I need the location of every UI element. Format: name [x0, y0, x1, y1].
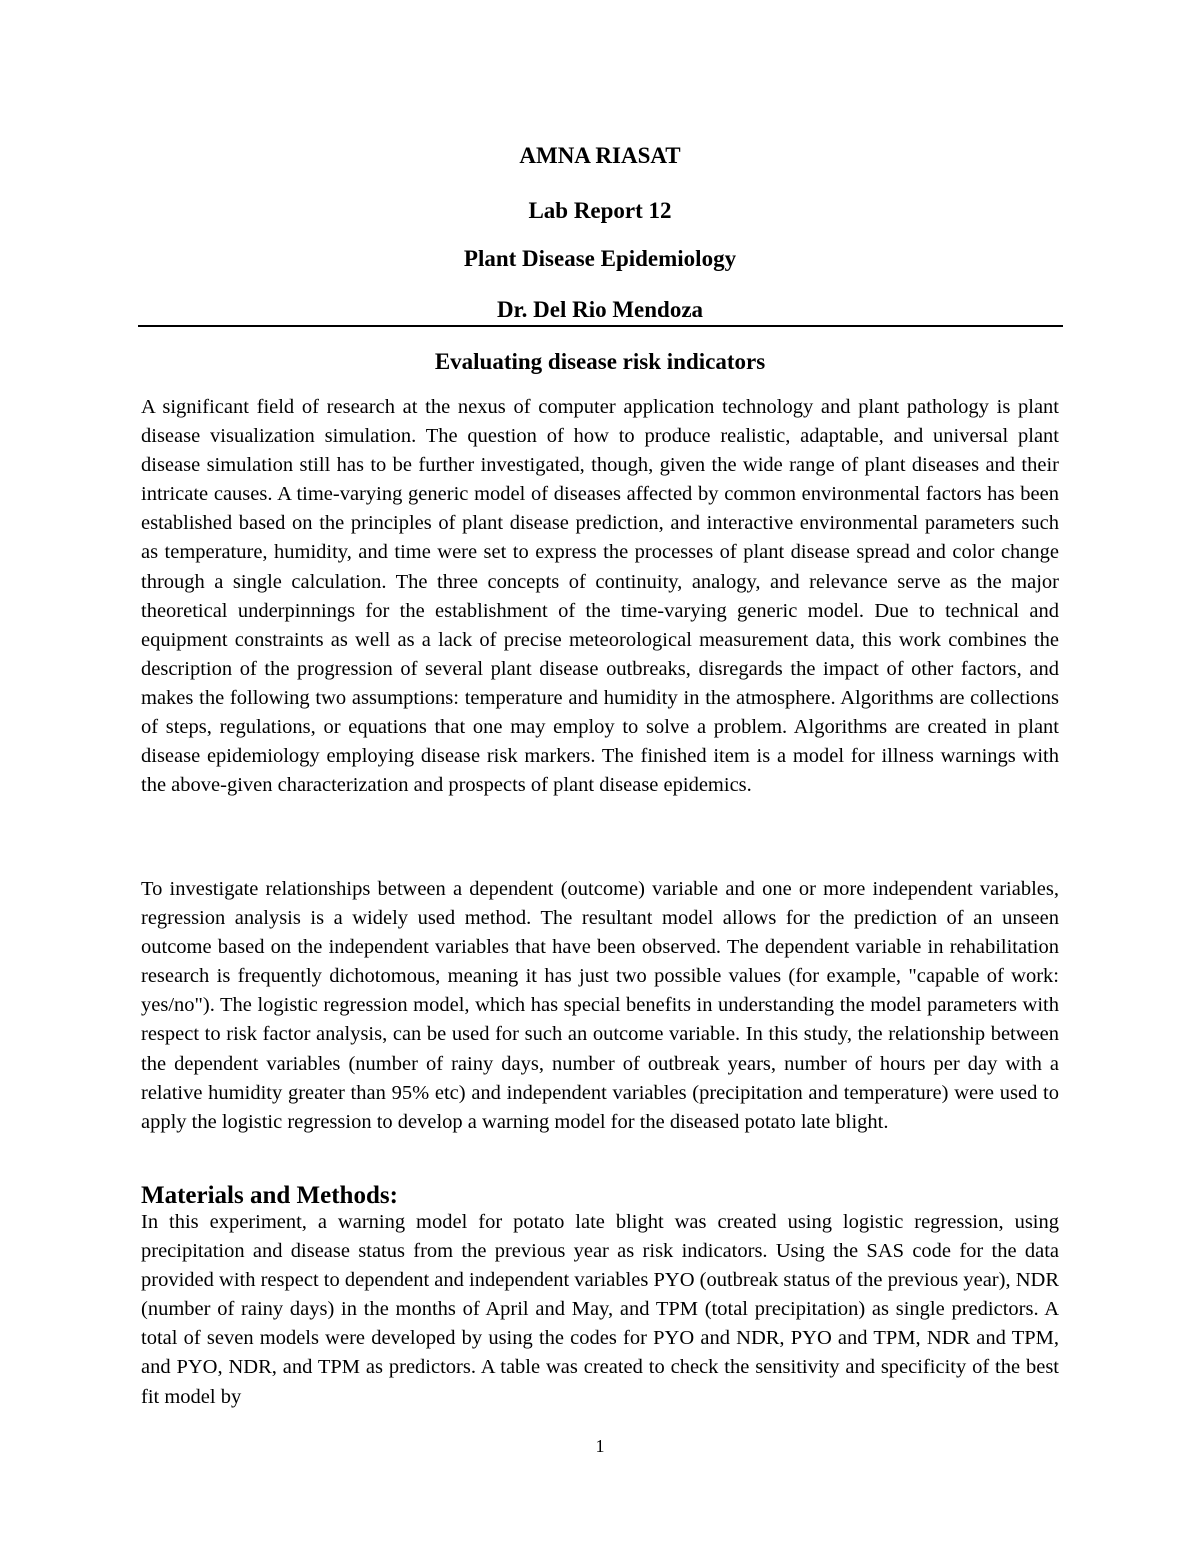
- author-name: AMNA RIASAT: [519, 143, 681, 168]
- intro-paragraph-2: To investigate relationships between a dependent (outcome) variable and one or more independent variables, regression analysis is a widely used method. The resultant model allows for the prediction of an unseen outcome based on the independent variables that have been observed. The dependent variable in rehabilitation research is frequently dichotomous, meaning it has just two possible values (for example, "capable of work: yes/no"). The logistic regression model, which has special benefits in understanding the model parameters with respect to risk factor analysis, can be used for such an outcome variable. In this study, the relationship between the dependent variables (number of rainy days, number of outbreak years, number of hours per day with a relative humidity greater than 95% etc) and independent variables (precipitation and temperature) were used to apply the logistic regression to develop a warning model for the diseased potato late blight.: [141, 878, 1059, 1133]
- section-title: Evaluating disease risk indicators: [434, 349, 766, 374]
- report-title: Lab Report 12: [528, 198, 672, 223]
- course-name: Plant Disease Epidemiology: [463, 246, 737, 271]
- materials-methods-paragraph: In this experiment, a warning model for potato late blight was created using logistic regression, using precipitation and disease status from the previous year as risk indicators. Using the SAS code for the data provided with respect to dependent and independent variables PYO (outbreak status of the previous year), NDR (number of rainy days) in the months of April and May, and TPM (total precipitation) as single predictors. A total of seven models were developed by using the codes for PYO and NDR, PYO and TPM, NDR and TPM, and PYO, NDR, and TPM as predictors. A table was created to check the sensitivity and specificity of the best fit model by: [141, 1211, 1059, 1408]
- header-divider: [138, 325, 1063, 327]
- materials-methods-heading: Materials and Methods:: [141, 1182, 398, 1209]
- instructor-name: Dr. Del Rio Mendoza: [496, 297, 704, 322]
- intro-paragraph-1: A significant field of research at the nexus of computer application technology and plant pathology is plant disease visualization simulation. The question of how to produce realistic, adaptable, and universal plant disease simulation still has to be further investigated, though, given the wide range of plant diseases and their intricate causes. A time-varying generic model of diseases affected by common environmental factors has been established based on the principles of plant disease prediction, and interactive environmental parameters such as temperature, humidity, and time were set to express the processes of plant disease spread and color change through a single calculation. The three concepts of continuity, analogy, and relevance serve as the major theoretical underpinnings for the establishment of the time-varying generic model. Due to technical and equipment constraints as well as a lack of precise meteorological measurement data, this work combines the description of the progression of several plant disease outbreaks, disregards the impact of other factors, and makes the following two assumptions: temperature and humidity in the atmosphere. Algorithms are collections of steps, regulations, or equations that one may employ to solve a problem. Algorithms are created in plant disease epidemiology employing disease risk markers. The finished item is a model for illness warnings with the above-given characterization and prospects of plant disease epidemics.: [141, 396, 1059, 797]
- page-number: 1: [595, 1436, 605, 1456]
